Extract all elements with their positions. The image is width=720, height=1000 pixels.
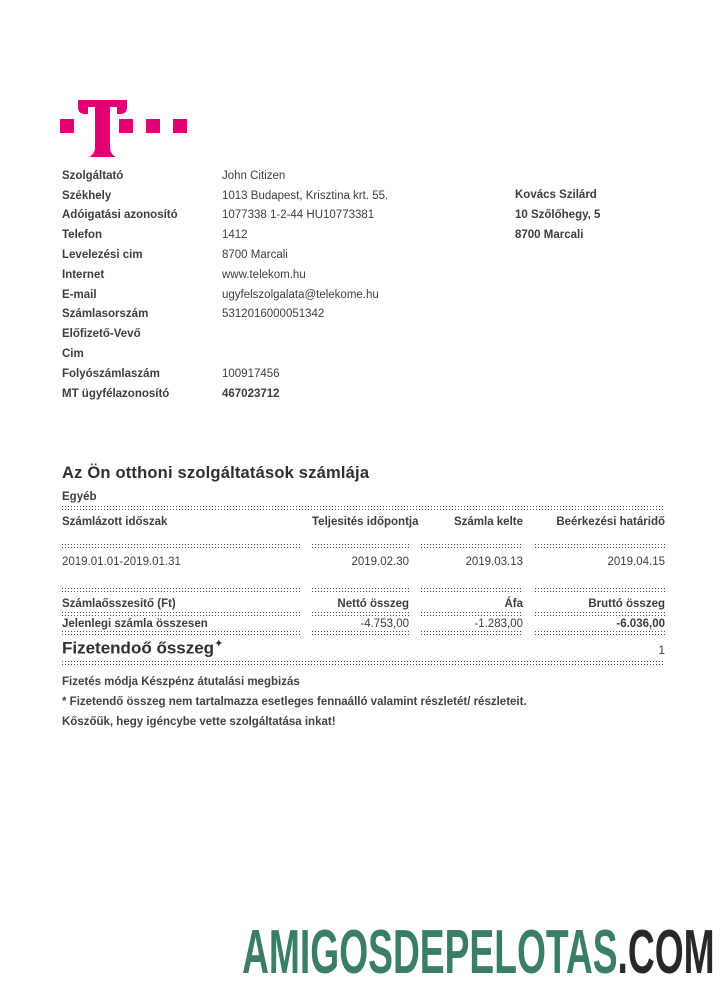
- field-label: Számlasorszám: [62, 308, 149, 321]
- watermark-name: AMIGOSDEPELOTAS: [242, 918, 618, 987]
- provider-row: [62, 324, 502, 344]
- divider-dotted: [62, 506, 665, 510]
- payment-method-note: Fizetés módja Készpénz átutalási megbizás: [62, 676, 300, 688]
- field-label: MT ügyfélazonosító: [62, 387, 170, 400]
- customer-city: 8700 Marcali: [515, 228, 584, 241]
- divider-dotted-segmented: [62, 588, 665, 592]
- gross-amount: -6.036,00: [616, 618, 665, 630]
- period-data-row: [62, 556, 665, 568]
- field-label: Előfizető-Vevő: [62, 328, 141, 341]
- field-label: Cim: [62, 348, 84, 361]
- column-header: Számla kelte: [453, 516, 523, 528]
- provider-row: [62, 344, 502, 364]
- row-label: Jelenlegi számla összesen: [62, 618, 208, 630]
- current-invoice-row: [62, 618, 665, 630]
- email-value: ugyfelszolgalata@telekome.hu: [222, 288, 379, 301]
- invoice-date: 2019.03.13: [465, 556, 523, 568]
- site-watermark: [242, 918, 715, 987]
- provider-row: [62, 285, 502, 305]
- payable-row: [62, 637, 665, 659]
- period-header-row: [62, 516, 665, 528]
- summary-header-row: [62, 598, 665, 610]
- provider-row: [62, 384, 502, 404]
- payable-label: Fizetendoő ősszeg✦: [62, 638, 224, 658]
- provider-row: [62, 364, 502, 384]
- due-date: 2019.04.15: [607, 556, 665, 568]
- provider-row: [62, 206, 502, 226]
- column-header: Teljesités időpontja: [312, 516, 419, 528]
- field-value: 8700 Marcali: [222, 249, 288, 262]
- field-value: 5312016000051342: [222, 308, 325, 321]
- field-label: Levelezési cim: [62, 249, 143, 262]
- field-label: Adóigatási azonosító: [62, 209, 178, 222]
- field-value: 100917456: [222, 367, 280, 380]
- divider-dotted-segmented: [62, 631, 665, 635]
- provider-info-block: [62, 166, 502, 404]
- customer-id-value: 467023712: [222, 387, 280, 400]
- thank-you-note: Kőszőűk, hegy igéncybe vette szolgáltatása inkat!: [62, 716, 336, 728]
- field-label: Székhely: [62, 189, 112, 202]
- billed-period: 2019.01.01-2019.01.31: [62, 556, 181, 568]
- field-label: Folyószámlaszám: [62, 367, 160, 380]
- column-header: Számlázott időszak: [62, 516, 168, 528]
- telekom-logo-icon: [57, 97, 189, 161]
- provider-row: [62, 186, 502, 206]
- field-label: Internet: [62, 268, 105, 281]
- provider-row: [62, 225, 502, 245]
- watermark-tld: .COM: [617, 918, 715, 987]
- net-amount: -4.753,00: [360, 618, 409, 630]
- payable-value: 1: [658, 643, 665, 657]
- column-header: Áfa: [504, 598, 523, 610]
- field-value: 1013 Budapest, Krisztina krt. 55.: [222, 189, 389, 202]
- field-label: E-mail: [62, 288, 97, 301]
- customer-street: 10 Szőlőhegy, 5: [515, 208, 601, 221]
- asterisk-note: * Fizetendő összeg nem tartalmazza esetleges fennaálló valamint részletét/ részleteit.: [62, 696, 527, 708]
- customer-name: Kovács Szilárd: [515, 189, 597, 201]
- divider-dotted: [62, 661, 665, 665]
- customer-address-block: [515, 186, 600, 245]
- vat-amount: -1.283,00: [474, 618, 523, 630]
- invoice-table: [62, 506, 665, 732]
- field-value: John Citizen: [222, 169, 286, 182]
- fulfillment-date: 2019.02.30: [351, 556, 409, 568]
- provider-row: [62, 245, 502, 265]
- column-header: Nettó összeg: [337, 598, 409, 610]
- section-title: Az Ön otthoni szolgáltatások számlája: [62, 464, 370, 482]
- provider-row: [62, 166, 502, 186]
- provider-row: [62, 305, 502, 325]
- column-header: Beérkezési határidő: [556, 516, 665, 528]
- divider-dotted-segmented: [62, 544, 665, 548]
- field-label: Telefon: [62, 229, 103, 242]
- invoice-footnotes: [62, 672, 665, 732]
- field-label: Szolgáltató: [62, 169, 124, 182]
- website-value: www.telekom.hu: [222, 268, 306, 281]
- field-value: 1077338 1-2-44 HU10773381: [222, 209, 375, 222]
- provider-row: [62, 265, 502, 285]
- column-header: Számlaősszesitő (Ft): [62, 598, 176, 610]
- section-subtitle: Egyéb: [62, 491, 97, 503]
- divider-dotted-segmented: [62, 612, 665, 616]
- footnote-star-icon: ✦: [214, 638, 224, 650]
- field-value: 1412: [222, 229, 248, 242]
- column-header: Bruttó összeg: [588, 598, 665, 610]
